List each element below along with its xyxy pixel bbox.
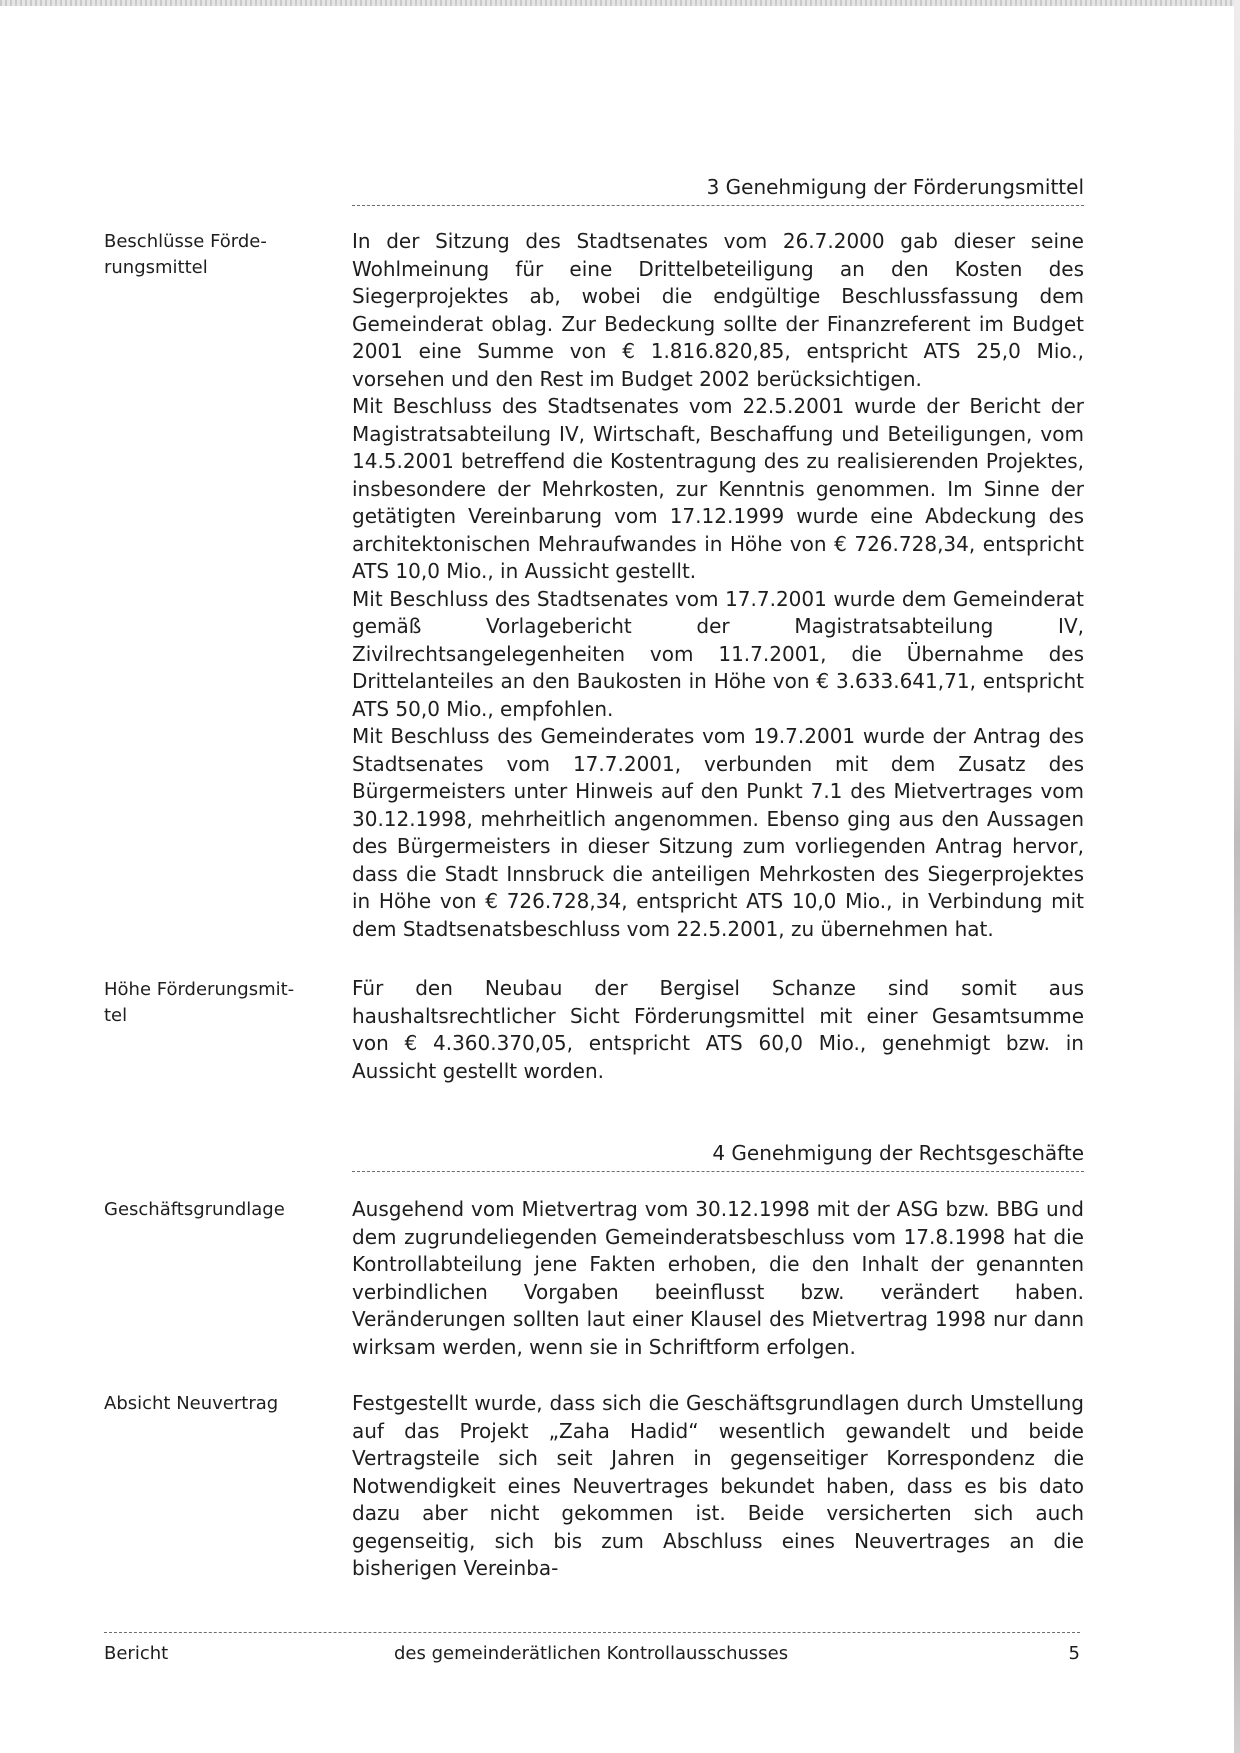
margin-note-beschluesse: Beschlüsse Förde- rungsmittel — [104, 231, 267, 278]
paragraph: Festgestellt wurde, dass sich die Geschäftsgrundlagen durch Umstellung auf das Projekt „Zaha Hadid“ wesentlich gewandelt und beide Vertragsteile sich seit Jahren in gegenseitiger Korrespondenz die Notwendigkeit eines Neuvertrages bekundet haben, dass es bis dato dazu aber nicht gekommen ist. Beide versicherten sich auch gegenseitig, sich bis zum Abschluss eines Neuvertrages an die bisherigen Vereinba- — [352, 1391, 1084, 1580]
scan-edge-top — [0, 0, 1240, 6]
page-footer — [104, 1632, 1080, 1664]
paragraph: Ausgehend vom Mietvertrag vom 30.12.1998 mit der ASG bzw. BBG und dem zugrundeliegenden Gemeinderatsbeschluss vom 17.8.1998 hat die Kontrollabteilung jene Fakten erhoben, die den Inhalt der genannten verbindlichen Vorgaben beeinflusst bzw. verändert haben. Veränderungen sollten laut einer Klausel des Mietvertrag 1998 nur dann wirksam werden, wenn sie in Schriftform erfolgen. — [352, 1197, 1084, 1359]
margin-note-geschaeftsgrundlage: Geschäftsgrundlage — [104, 1199, 285, 1220]
section-4-body-geschaeftsgrundlage — [352, 1196, 1084, 1361]
paragraph: In der Sitzung des Stadtsenates vom 26.7.2000 gab dieser seine Wohlmeinung für eine Drittelbeteiligung an den Kosten des Siegerprojektes ab, wobei die endgültige Beschlussfassung dem Gemeinderat oblag. Zur Bedeckung sollte der Finanzreferent im Budget 2001 eine Summe von € 1.816.820,85, entspricht ATS 25,0 Mio., vorsehen und den Rest im Budget 2002 berücksichtigen. — [352, 229, 1084, 391]
scan-edge-right — [1234, 0, 1240, 1753]
section-4-body-absicht-neuvertrag — [352, 1390, 1084, 1583]
section-3-heading: 3 Genehmigung der Förderungsmittel — [352, 174, 1084, 206]
paragraph: Mit Beschluss des Stadtsenates vom 17.7.2001 wurde dem Gemeinderat gemäß Vorlagebericht der Magistratsabteilung IV, Zivilrechtsangelegenheiten vom 11.7.2001, die Übernahme des Drittelanteiles an den Baukosten in Höhe von € 3.633.641,71, entspricht ATS 50,0 Mio., empfohlen. — [352, 586, 1084, 721]
margin-note-hoehe: Höhe Förderungsmit- tel — [104, 979, 295, 1026]
section-4-heading: 4 Genehmigung der Rechtsgeschäfte — [352, 1140, 1084, 1172]
footer-left: Bericht — [104, 1643, 169, 1664]
margin-note-absicht-neuvertrag: Absicht Neuvertrag — [104, 1393, 279, 1414]
paragraph: Mit Beschluss des Gemeinderates vom 19.7.2001 wurde der Antrag des Stadtsenates vom 17.7.2001, verbunden mit dem Zusatz des Bürgermeisters unter Hinweis auf den Punkt 7.1 des Mietvertrages vom 30.12.1998, mehrheitlich angenommen. Ebenso ging aus den Aussagen des Bürgermeisters in dieser Sitzung zum vorliegenden Antrag hervor, dass die Stadt Innsbruck die anteiligen Mehrkosten des Siegerprojektes in Höhe von € 726.728,34, entspricht ATS 10,0 Mio., in Verbindung mit dem Stadtsenatsbeschluss vom 22.5.2001, zu übernehmen hat. — [352, 724, 1084, 941]
paragraph: Für den Neubau der Bergisel Schanze sind somit aus haushaltsrechtlicher Sicht Förderungsmittel mit einer Gesamtsumme von € 4.360.370,05, entspricht ATS 60,0 Mio., genehmigt bzw. in Aussicht gestellt worden. — [352, 976, 1084, 1083]
section-3-body-beschluesse — [352, 228, 1084, 943]
paragraph: Mit Beschluss des Stadtsenates vom 22.5.2001 wurde der Bericht der Magistratsabteilung IV, Wirtschaft, Beschaffung und Beteiligungen, vom 14.5.2001 betreffend die Kostentragung des zu realisierenden Projektes, insbesondere der Mehrkosten, zur Kenntnis genommen. Im Sinne der getätigten Vereinbarung vom 17.12.1999 wurde eine Abdeckung des architektonischen Mehraufwandes in Höhe von € 726.728,34, entspricht ATS 10,0 Mio., in Aussicht gestellt. — [352, 394, 1084, 583]
footer-center: des gemeinderätlichen Kontrollausschusses — [394, 1643, 789, 1664]
section-3-body-hoehe — [352, 975, 1084, 1085]
page-number: 5 — [1068, 1643, 1080, 1664]
